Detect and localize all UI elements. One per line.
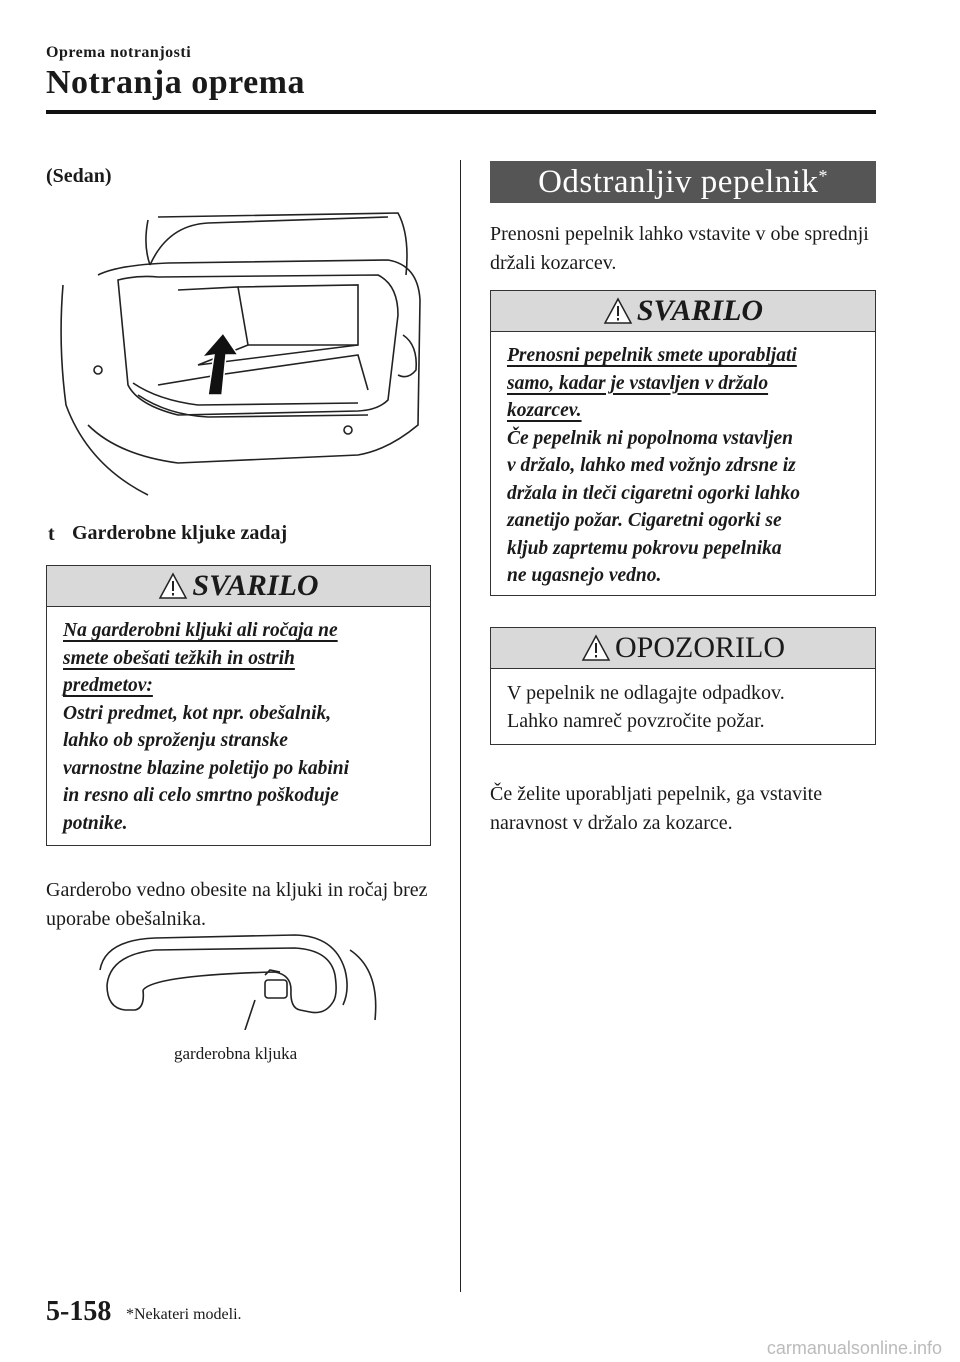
coat-hook-illustration (95, 930, 385, 1030)
page-number: 5-158 (46, 1296, 112, 1327)
hook-label: garderobna kljuka (174, 1044, 298, 1063)
caution-title: OPOZORILO (615, 631, 785, 664)
warning-triangle-icon (603, 297, 633, 325)
subheading-coat-hooks: Garderobne kljuke zadaj (72, 522, 288, 544)
sedan-label: (Sedan) (46, 165, 112, 187)
warning-line: lahko ob sproženju stranske (63, 730, 288, 751)
section-label: Oprema notranjosti (46, 44, 192, 61)
bullet-glyph: t (48, 523, 55, 545)
warning-line: Če pepelnik ni popolnoma vstavljen (507, 427, 793, 449)
warning-line: v držalo, lahko med vožnjo zdrsne iz (507, 455, 796, 476)
warning-header (47, 566, 430, 607)
warning-line: varnostne blazine poletijo po kabini (63, 757, 350, 779)
section-heading-ashtray (490, 161, 876, 203)
warning-box-ashtray (490, 290, 876, 596)
caution-line: V pepelnik ne odlagajte odpadkov. (507, 682, 785, 704)
warning-triangle-icon (158, 572, 188, 600)
warning-line: Prenosni pepelnik smete uporabljati (507, 345, 797, 366)
caution-header (491, 628, 875, 669)
caution-box (490, 627, 876, 745)
warning-line: držala in tleči cigaretni ogorki lahko (507, 482, 801, 504)
warning-header (491, 291, 875, 332)
optional-mark: * (818, 165, 828, 186)
warning-title: SVARILO (192, 569, 319, 602)
page-title: Notranja oprema (46, 64, 305, 101)
warning-line: ne ugasnejo vedno. (507, 565, 662, 586)
warning-body (47, 607, 430, 849)
footnote: *Nekateri modeli. (126, 1306, 242, 1323)
warning-line: kozarcev. (507, 400, 582, 421)
ashtray-closing: Če želite uporabljati pepelnik, ga vstavite naravnost v držalo za kozarce. (490, 783, 823, 834)
warning-title: SVARILO (636, 294, 764, 327)
warning-line: predmetov: (63, 675, 153, 696)
warning-line: zanetijo požar. Cigaretni ogorki se (507, 510, 782, 531)
warning-line: in resno ali celo smrtno poškoduje (63, 785, 339, 806)
coat-paragraph: Garderobo vedno obesite na kljuki in ročaj brez uporabe obešalnika. (46, 879, 428, 930)
watermark: carmanualsonline.info (766, 1338, 942, 1358)
warning-line: Ostri predmet, kot npr. obešalnik, (63, 702, 332, 724)
trunk-illustration (58, 205, 423, 500)
ashtray-intro: Prenosni pepelnik lahko vstavite v obe sprednji držali kozarcev. (490, 223, 869, 274)
section-heading-text: Odstranljiv pepelnik (538, 163, 819, 200)
caution-triangle-icon (581, 634, 611, 662)
warning-line: samo, kadar je vstavljen v držalo (507, 372, 769, 394)
warning-line: potnike. (63, 812, 128, 834)
warning-line: smete obešati težkih in ostrih (63, 647, 295, 669)
warning-box-coat-hooks (46, 565, 431, 846)
warning-line: Na garderobni kljuki ali ročaja ne (63, 620, 338, 641)
warning-line: kljub zaprtemu pokrovu pepelnika (507, 537, 782, 559)
warning-body (491, 332, 875, 602)
caution-body (491, 669, 875, 747)
column-divider (460, 160, 461, 1292)
caution-line: Lahko namreč povzročite požar. (507, 710, 765, 732)
header-rule (46, 110, 876, 114)
